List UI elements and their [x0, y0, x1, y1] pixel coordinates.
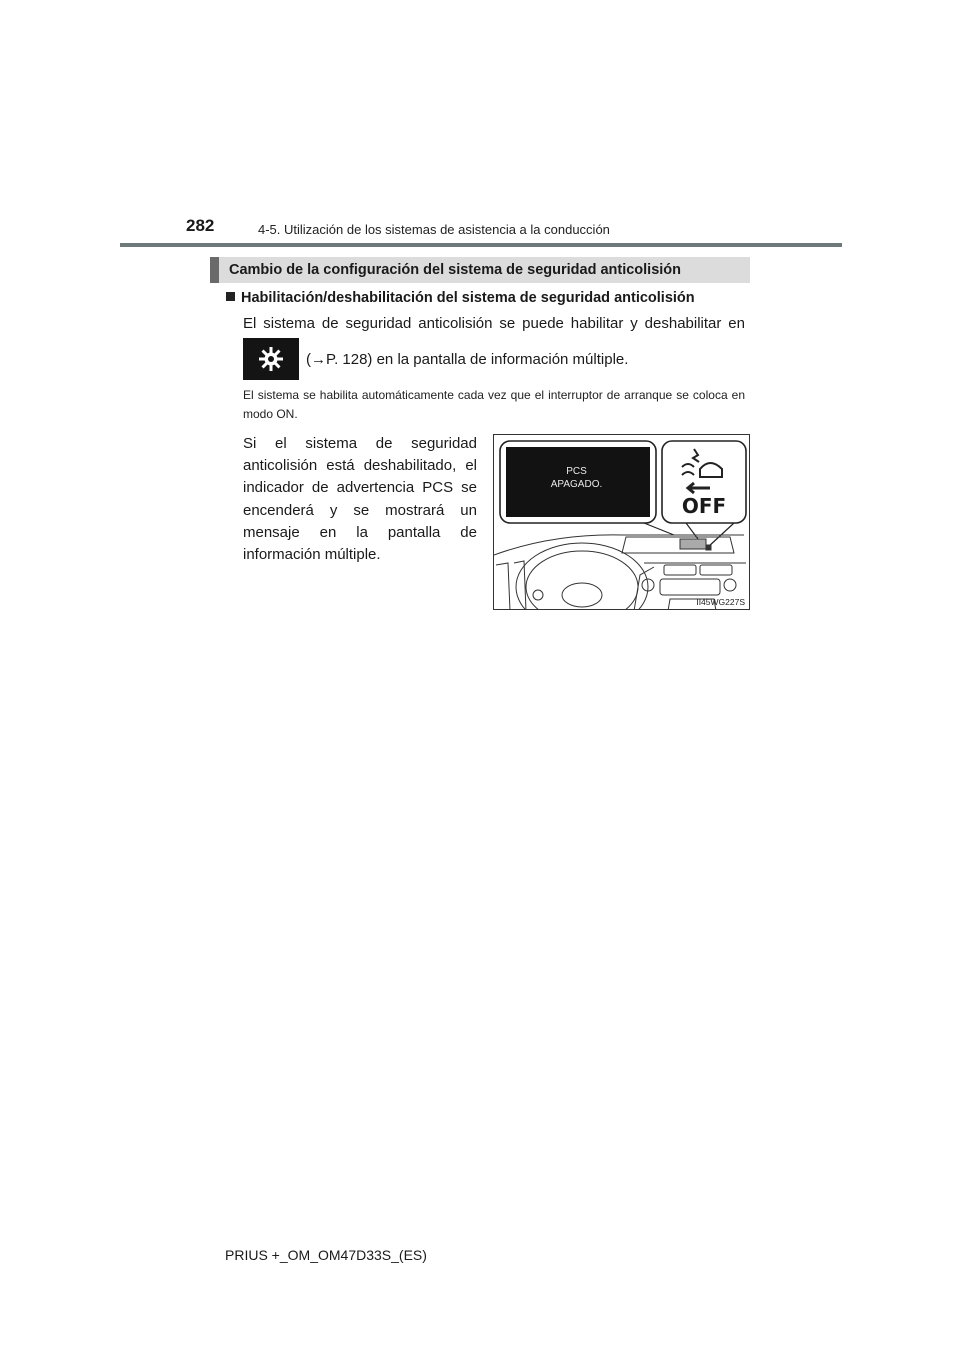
footer-model-code: PRIUS +_OM_OM47D33S_(ES) — [225, 1247, 427, 1263]
subsection-title: Cambio de la configuración del sistema de seguridad anticolisión — [229, 262, 682, 278]
item-heading-text: Habilitación/deshabilitación del sistema de seguridad anticolisión — [241, 290, 695, 306]
paragraph-enable-disable: El sistema de seguridad anticolisión se puede habilitar y deshabilitar en — [243, 315, 745, 332]
section-header: 4-5. Utilización de los sistemas de asistencia a la conducción — [258, 222, 610, 237]
page-number: 282 — [186, 216, 215, 235]
header-divider — [120, 243, 842, 247]
dashboard-illustration — [493, 434, 750, 610]
gear-icon — [243, 338, 299, 380]
display-message — [504, 465, 649, 491]
subsection-title-bar — [210, 257, 750, 283]
display-message-line2: APAGADO. — [550, 479, 603, 490]
item-heading — [226, 290, 695, 306]
figure-code: II45WG227S — [696, 597, 745, 607]
paragraph-reference: (→P. 128) en la pantalla de información múltiple. — [306, 351, 629, 368]
display-message-line1: PCS — [566, 466, 587, 477]
note-text: El sistema se habilita automáticamente cada vez que el interruptor de arranque se coloca en modo ON. — [243, 388, 745, 421]
off-indicator-label: OFF — [681, 494, 727, 518]
square-bullet-icon — [226, 292, 235, 301]
paragraph-warning-description: Si el sistema de seguridad anticolisión está deshabilitado, el indicador de advertencia PCS se encenderá y se mostrará un mensaje en la pantalla de información múltiple. — [243, 435, 477, 564]
